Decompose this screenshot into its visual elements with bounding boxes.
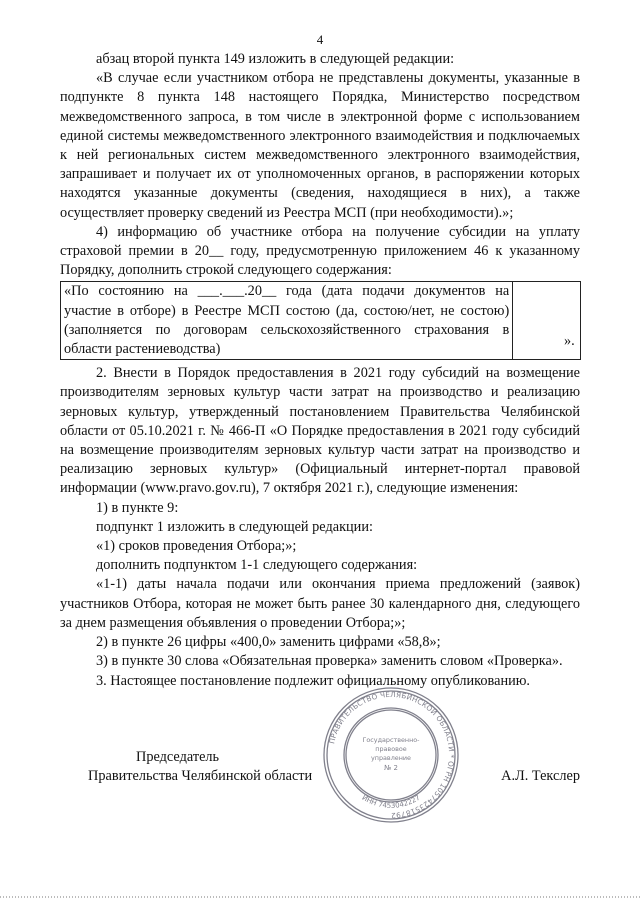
- signatory-position-line2: Правительства Челябинской области: [88, 768, 313, 784]
- seal-inner-line4: № 2: [384, 764, 398, 772]
- table-row: [61, 282, 581, 360]
- paragraph-4: 2. Внести в Порядок предоставления в 2021 году субсидий на возмещение производителям зерновых культур части затрат на производство и реализацию зерновых культур, утвержденный постановлением Правительства Челябинской области от 05.10.2021 г. № 466-П «О Порядке предоставления в 2021 году субсидий на возмещение производителям зерновых культур части затрат на производство и реализацию зерновых культур» (Официальный интернет-портал правовой информации (www.pravo.gov.ru), 7 октября 2021 г.), следующие изменения:: [60, 365, 580, 497]
- official-seal-stamp: [322, 686, 460, 824]
- signature-block: [60, 740, 580, 800]
- page-number: 4: [316, 32, 324, 47]
- paragraph-10: 2) в пункте 26 цифры «400,0» заменить цифрами «58,8»;: [96, 634, 441, 651]
- paragraph-9: «1-1) даты начала подачи или окончания приема предложений (заявок) участников Отбора, которая не может быть ранее 30 календарного дня, следующего за днем размещения объявления о проведении Отбора;»;: [60, 576, 580, 631]
- signatory-name: А.Л. Текслер: [501, 768, 580, 784]
- paragraph-11: 3) в пункте 30 слова «Обязательная проверка» заменить словом «Проверка».: [96, 653, 563, 670]
- table-cell-text: «По состоянию на ___.___.20__ года (дата подачи документов на участие в отборе) в Реестре МСП состою (да, состою/нет, не состою) (заполняется по договорам сельскохозяйственного страхования в области растениеводства): [61, 282, 513, 360]
- seal-bottom-text: ИНН 7453042227: [360, 793, 422, 810]
- paragraph-2: «В случае если участником отбора не представлены документы, указанные в подпункте 8 пункта 148 настоящего Порядка, Министерство посредством межведомственного запроса, в том числе в электронной форме с использованием единой системы межведомственного электронного взаимодействия и подключаемых к ней региональных систем межведомственного электронного взаимодействия, запрашивает и получает их от уполномоченных органов, в распоряжении которых находятся указанные документы (сведения, находящиеся в них), а также осуществляет проверку сведений из Реестра МСП (при необходимости).»;: [60, 70, 580, 221]
- bottom-scan-edge: [0, 896, 640, 898]
- paragraph-7: «1) сроков проведения Отбора;»;: [96, 538, 297, 555]
- paragraph-6: подпункт 1 изложить в следующей редакции:: [96, 518, 373, 535]
- paragraph-3: 4) информацию об участнике отбора на получение субсидии на уплату страховой премии в 20__ году, предусмотренную приложением 46 к указанному Порядку, дополнить строкой следующего содержания:: [60, 223, 580, 279]
- document-body: [60, 50, 580, 691]
- table-close-quote: ».: [564, 333, 575, 349]
- paragraph-8: дополнить подпунктом 1-1 следующего содержания:: [96, 557, 418, 574]
- seal-inner-line2: правовое: [375, 745, 407, 753]
- signatory-position-line1: Председатель: [136, 749, 220, 765]
- paragraph-12: 3. Настоящее постановление подлежит официальному опубликованию.: [96, 672, 531, 689]
- paragraph-5: 1) в пункте 9:: [96, 499, 179, 516]
- seal-inner-line1: Государственно-: [362, 736, 420, 744]
- seal-inner-line3: управление: [371, 754, 411, 762]
- insert-row-table: [60, 281, 581, 360]
- paragraph-1: абзац второй пункта 149 изложить в следующей редакции:: [96, 51, 455, 67]
- seal-outer-text: ПРАВИТЕЛЬСТВО ЧЕЛЯБИНСКОЙ ОБЛАСТИ * ОГРН 1057423518792: [327, 689, 457, 821]
